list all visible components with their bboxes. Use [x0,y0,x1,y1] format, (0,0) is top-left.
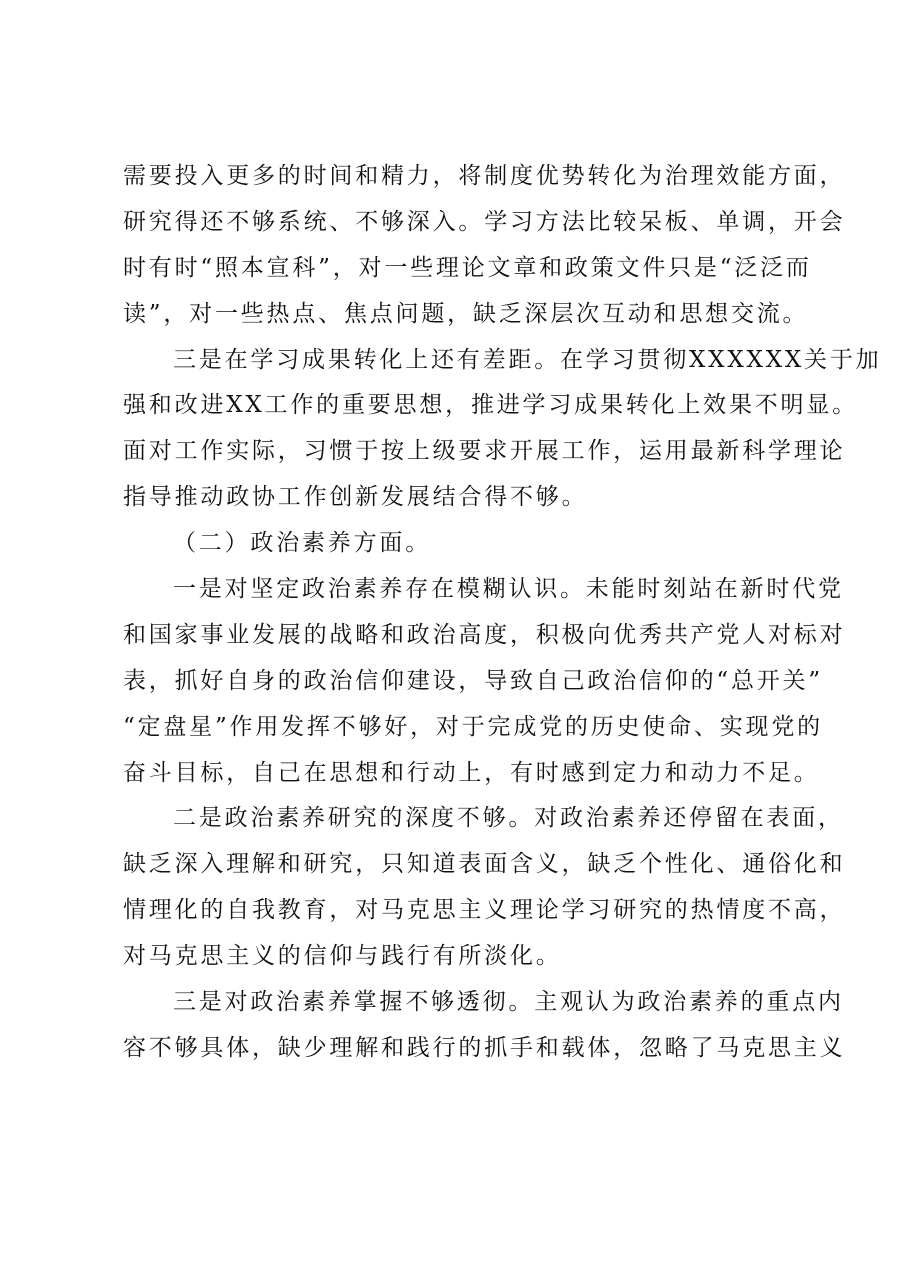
text-line: 面对工作实际，习惯于按上级要求开展工作，运用最新科学理论 [123,438,846,465]
paragraph-start-line: 二是政治素养研究的深度不够。对政治素养还停留在表面， [173,805,844,832]
text-line: 指导推动政协工作创新发展结合得不够。 [123,484,588,511]
text-line: 强和改进XX工作的重要思想，推进学习成果转化上效果不明显。 [123,392,858,419]
text-line: 时有时“照本宣科”，对一些理论文章和政策文件只是“泛泛而 [123,254,812,281]
text-line: 奋斗目标，自己在思想和行动上，有时感到定力和动力不足。 [123,759,820,786]
text-line: 对马克思主义的信仰与践行有所淡化。 [123,943,562,970]
paragraph-start-line: 三是对政治素养掌握不够透彻。主观认为政治素养的重点内 [173,989,844,1016]
text-line: 表，抓好自身的政治信仰建设，导致自己政治信仰的“总开关” [123,667,823,694]
text-line: 容不够具体，缺少理解和践行的抓手和载体，忽略了马克思主义 [123,1034,846,1061]
text-line: 缺乏深入理解和研究，只知道表面含义，缺乏个性化、通俗化和 [123,851,846,878]
text-line: 读”，对一些热点、焦点问题，缺乏深层次互动和思想交流。 [123,300,809,327]
text-line: 研究得还不够系统、不够深入。学习方法比较呆板、单调，开会 [123,208,846,235]
text-line: “定盘星”作用发挥不够好，对于完成党的历史使命、实现党的 [123,713,823,740]
text-line: 情理化的自我教育，对马克思主义理论学习研究的热情度不高， [123,897,846,924]
text-line: 需要投入更多的时间和精力，将制度优势转化为治理效能方面， [123,163,846,189]
section-heading: （二）政治素养方面。 [173,530,431,557]
document-body [123,154,882,1072]
text-line: 和国家事业发展的战略和政治高度，积极向优秀共产党人对标对 [123,621,846,648]
paragraph-start-line: 三是在学习成果转化上还有差距。在学习贯彻XXXXXX关于加 [173,346,882,373]
paragraph-start-line: 一是对坚定政治素养存在模糊认识。未能时刻站在新时代党 [173,576,844,603]
